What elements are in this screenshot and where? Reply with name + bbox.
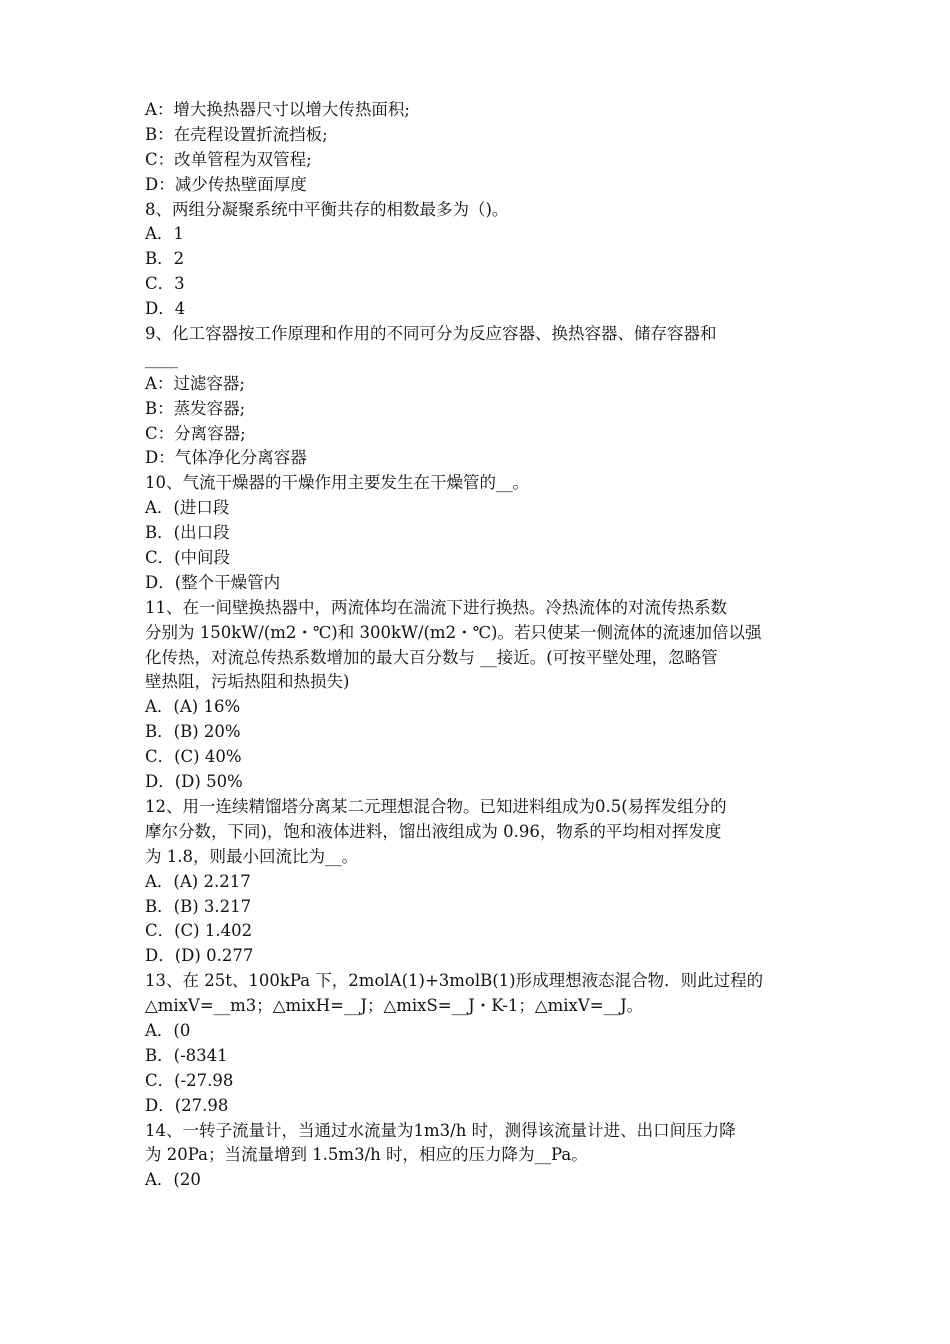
text-line: D．4 [145, 299, 186, 319]
text-line: C．(-27.98 [145, 1070, 234, 1090]
text-line: A：增大换热器尺寸以增大传热面积; [145, 100, 410, 119]
text-line: C．(C) 40% [145, 747, 242, 767]
question-9: 9、化工容器按工作原理和作用的不同可分为反应容器、换热容器、储存容器和 [145, 324, 717, 344]
text-line: A．(A) 2.217 [145, 871, 251, 891]
question-8: 8、两组分凝聚系统中平衡共存的相数最多为（)。 [145, 199, 509, 219]
blank-line: ____ [145, 348, 178, 368]
question-10: 10、气流干燥器的干燥作用主要发生在干燥管的__。 [145, 473, 529, 493]
text-line: 化传热，对流总传热系数增加的最大百分数与 __接近。(可按平壁处理，忽略管 [145, 647, 718, 667]
text-line: B．(B) 20% [145, 722, 241, 742]
text-line: D．(27.98 [145, 1095, 229, 1115]
text-line: A：过滤容器; [145, 373, 245, 393]
text-line: B：在壳程设置折流挡板; [145, 124, 328, 144]
text-line: C．(C) 1.402 [145, 921, 253, 941]
text-line: B．(-8341 [145, 1045, 228, 1065]
text-line: C．(中间段 [145, 548, 231, 568]
text-line: B．(出口段 [145, 523, 230, 543]
text-line: A．(进口段 [145, 498, 230, 518]
text-line: D：气体净化分离容器 [145, 448, 307, 468]
text-line: C．3 [145, 274, 185, 294]
question-14: 14、一转子流量计，当通过水流量为1m3/h 时，测得该流量计进、出口间压力降 [145, 1120, 736, 1140]
text-line: 摩尔分数，下同)，饱和液体进料，馏出液组成为 0.96，物系的平均相对挥发度 [145, 821, 722, 841]
question-13: 13、在 25t、100kPa 下，2molA(1)+3molB(1)形成理想液态混合物．则此过程的 [145, 971, 764, 991]
text-line: 为 20Pa；当流量增到 1.5m3/h 时，相应的压力降为__Pa。 [145, 1145, 588, 1165]
text-line: A．1 [145, 224, 184, 244]
text-line: B．(B) 3.217 [145, 896, 252, 916]
text-line: 壁热阻，污垢热阻和热损失) [145, 672, 350, 692]
document-page [145, 98, 815, 1193]
text-line: D．(整个干燥管内 [145, 572, 281, 592]
text-line: △mixV=__m3；△mixH=__J；△mixS=__J・K-1；△mixV=__J。 [145, 996, 644, 1016]
text-line: A．(0 [145, 1020, 191, 1040]
text-line: D．(D) 0.277 [145, 946, 254, 966]
text-line: B．2 [145, 249, 185, 269]
text-line: A．(20 [145, 1170, 201, 1190]
text-line: D：减少传热壁面厚度 [145, 174, 307, 194]
question-12: 12、用一连续精馏塔分离某二元理想混合物。已知进料组成为0.5(易挥发组分的 [145, 796, 727, 816]
question-11: 11、在一间壁换热器中，两流体均在湍流下进行换热。冷热流体的对流传热系数 [145, 597, 727, 617]
text-line: A．(A) 16% [145, 697, 241, 717]
text-line: D．(D) 50% [145, 772, 243, 792]
text-line: C：分离容器; [145, 423, 246, 443]
text-line: B：蒸发容器; [145, 398, 246, 418]
text-line: 分别为 150kW/(m2・℃)和 300kW/(m2・℃)。若只使某一侧流体的流速加倍以强 [145, 622, 762, 642]
text-line: 为 1.8，则最小回流比为__。 [145, 846, 358, 866]
text-line: C：改单管程为双管程; [145, 149, 312, 169]
